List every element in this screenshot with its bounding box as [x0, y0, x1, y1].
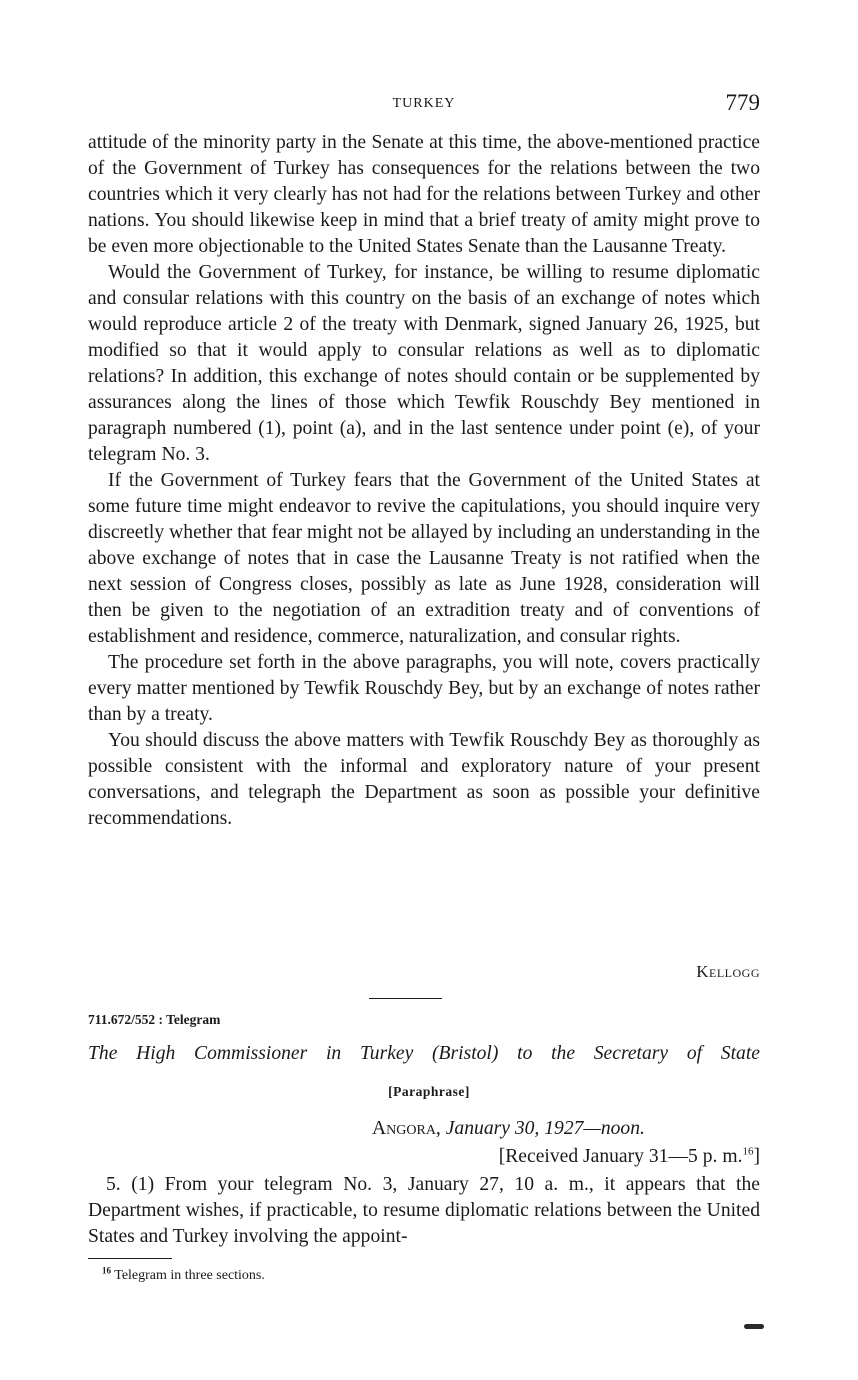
- page-number: 779: [725, 90, 760, 115]
- dateline-date: January 30, 1927—noon.: [445, 1118, 645, 1139]
- telegram-body: [88, 1172, 760, 1250]
- received-text: [Received January 31—5 p. m.: [498, 1146, 743, 1167]
- paragraph-3: If the Government of Turkey fears that the Government of the United States at some future time might endeavor to revive the capitulations, you should inquire very discreetly whether that fear might not be allayed by including an understanding in the above exchange of notes that in case the Lausanne Treaty is not ratified when the next session of Congress closes, possibly as late as June 1928, consideration will then be given to the negotiation of an extradition treaty and of conventions of establishment and residence, commerce, naturalization, and consular rights.: [88, 470, 760, 647]
- paragraph-1: attitude of the minority party in the Senate at this time, the above-mentioned practice of the Government of Turkey has consequences for the relations between the two countries which it very clearly has not had for the relations between Turkey and other nations. You should likewise keep in mind that a brief treaty of amity might prove to be even more objectionable to the United States Senate than the Lausanne Treaty.: [88, 132, 760, 257]
- paragraph-5: You should discuss the above matters with Tewfik Rouschdy Bey as thoroughly as possible consistent with the informal and exploratory nature of your present conversations, and telegraph the Department as soon as possible your definitive recommendations.: [88, 730, 760, 829]
- dateline-place: Angora,: [372, 1118, 441, 1139]
- footnote-reference[interactable]: 16: [742, 1145, 754, 1158]
- running-head: [88, 92, 760, 122]
- document-heading: The High Commissioner in Turkey (Bristol) to the Secretary of State: [88, 1043, 760, 1064]
- signature: Kellogg: [696, 962, 760, 981]
- paragraph-2: Would the Government of Turkey, for instance, be willing to resume diplomatic and consular relations with this country on the basis of an exchange of notes which would reproduce article 2 of the treaty with Denmark, signed January 26, 1925, but modified so that it would apply to consular relations as well as to diplomatic relations? In addition, this exchange of notes should contain or be supplemented by assurances along the lines of those which Tewfik Rouschdy Bey mentioned in paragraph numbered (1), point (a), and in the last sentence under point (e), of your telegram No. 3.: [88, 262, 760, 465]
- telegram-paragraph: 5. (1) From your telegram No. 3, January 27, 10 a. m., it appears that the Department wishes, if practicable, to resume diplomatic relations between the United States and Turkey involving the appoint-: [88, 1174, 760, 1247]
- footnote-number: 16: [102, 1265, 111, 1276]
- printer-mark-icon: [744, 1322, 764, 1332]
- section-divider: [369, 998, 442, 999]
- running-title: TURKEY: [392, 96, 456, 111]
- footnote-text: Telegram in three sections.: [114, 1268, 265, 1283]
- paragraph-4: The procedure set forth in the above paragraphs, you will note, covers practically every matter mentioned by Tewfik Rouschdy Bey, but by an exchange of notes rather than by a treaty.: [88, 652, 760, 725]
- paraphrase-label: [Paraphrase]: [388, 1084, 470, 1099]
- file-reference: 711.672/552 : Telegram: [88, 1012, 221, 1027]
- received-close: ]: [753, 1146, 760, 1167]
- received-line: [499, 1146, 760, 1168]
- dateline: [372, 1118, 645, 1140]
- footnote-divider: [88, 1258, 172, 1259]
- instruction-body: [88, 130, 760, 832]
- footnote: [102, 1265, 265, 1284]
